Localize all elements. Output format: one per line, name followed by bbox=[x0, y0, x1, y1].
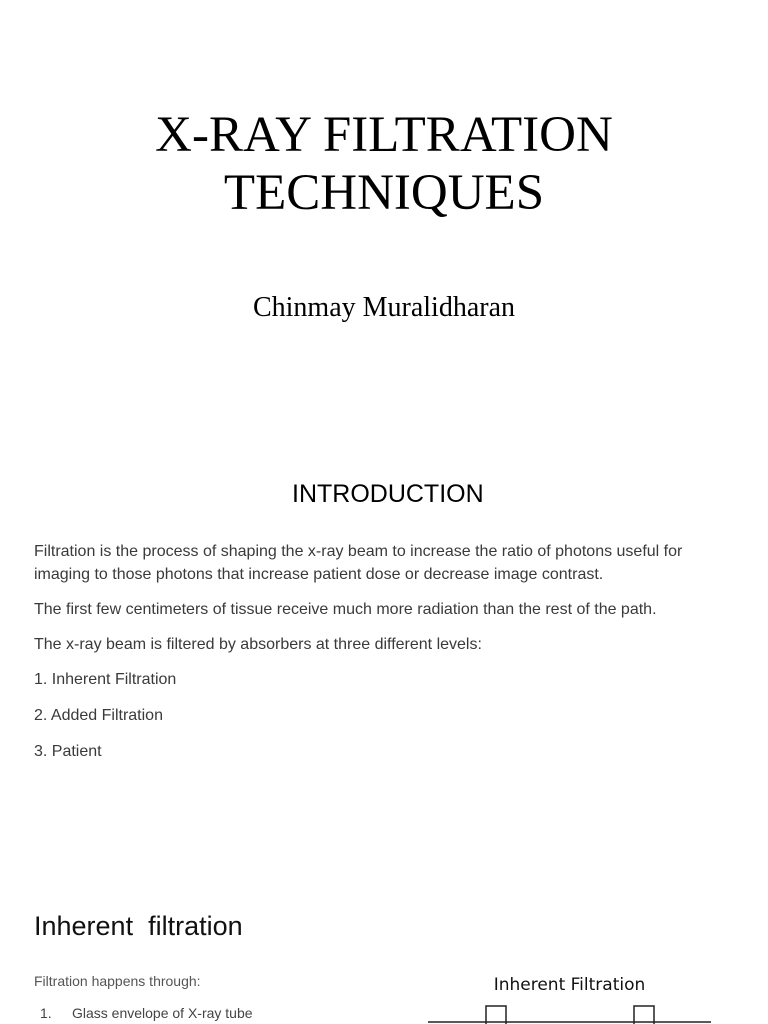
diagram-title: Inherent Filtration bbox=[493, 975, 646, 995]
inherent-filtration-intro: Filtration happens through: bbox=[34, 973, 201, 989]
intro-paragraph: Filtration is the process of shaping the x-ray beam to increase the ratio of photons useful for imaging to those photons that increase patient dose or decrease image contrast. bbox=[34, 543, 683, 583]
intro-paragraph: The x-ray beam is filtered by absorbers at three different levels: bbox=[34, 636, 482, 653]
intro-paragraph: The first few centimeters of tissue receive much more radiation than the rest of the path. bbox=[34, 601, 657, 618]
list-item bbox=[34, 1004, 253, 1022]
list-item-text: Glass envelope of X-ray tube bbox=[72, 1005, 253, 1021]
list-item: 2. Added Filtration bbox=[34, 707, 163, 724]
inherent-filtration-diagram bbox=[428, 972, 718, 1024]
list-item: 1. Inherent Filtration bbox=[34, 671, 177, 688]
filtration-levels-list bbox=[34, 668, 724, 763]
author-name: Chinmay Muralidharan bbox=[252, 292, 516, 323]
inherent-filtration-heading: Inherent filtration bbox=[34, 911, 243, 941]
introduction-body bbox=[34, 540, 724, 776]
inherent-filtration-list bbox=[34, 1004, 253, 1022]
title-line-2: TECHNIQUES bbox=[223, 165, 545, 221]
introduction-heading: INTRODUCTION bbox=[292, 480, 484, 508]
document-title bbox=[0, 106, 768, 222]
title-line-1: X-RAY FILTRATION bbox=[155, 107, 613, 163]
list-item: 3. Patient bbox=[34, 743, 102, 760]
list-item-number: 1. bbox=[40, 1005, 52, 1021]
